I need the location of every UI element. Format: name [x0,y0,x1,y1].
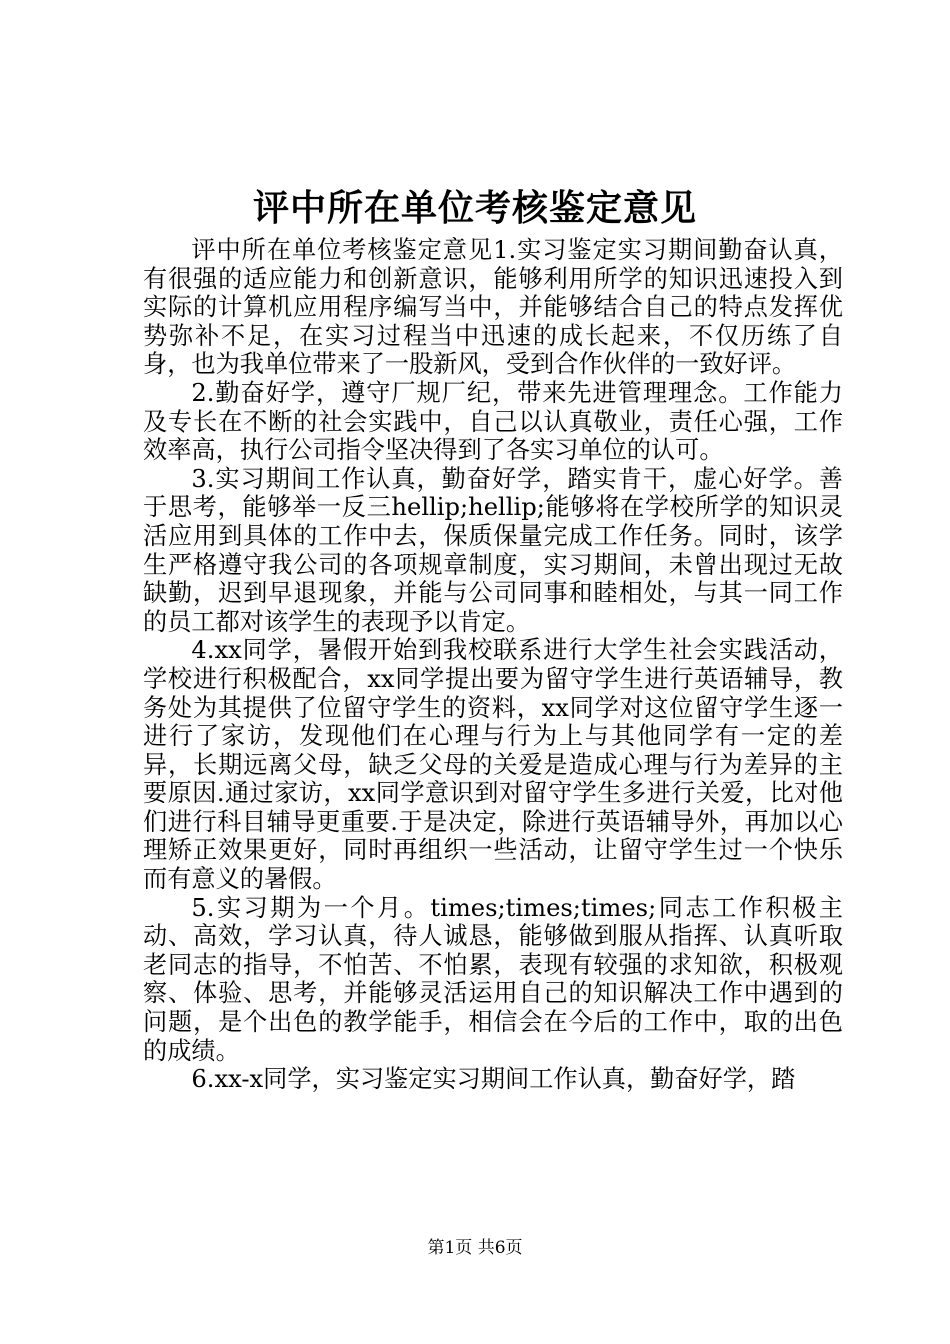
document-title: 评中所在单位考核鉴定意见 [252,187,697,229]
page-footer: 第1页 共6页 [427,1238,523,1258]
paragraph-3: 3.实习期间工作认真，勤奋好学，踏实肯干，虚心好学。善于思考，能够举一反三hellip;hellip;能够将在学校所学的知识灵活应用到具体的工作中去，保质保量完成工作任务。同时，该学生严格遵守我公司的各项规章制度，实习期间，未曾出现过无故缺勤，迟到早退现象，并能与公司同事和睦相处，与其一同工作的员工都对该学生的表现予以肯定。 [143,464,843,636]
paragraph-1: 评中所在单位考核鉴定意见1.实习鉴定实习期间勤奋认真，有很强的适应能力和创新意识，能够利用所学的知识迅速投入到实际的计算机应用程序编写当中，并能够结合自己的特点发挥优势弥补不足，在实习过程当中迅速的成长起来，不仅历练了自身，也为我单位带来了一股新风，受到合作伙伴的一致好评。 [143,236,843,379]
paragraph-5: 5.实习期为一个月。times;times;times;同志工作积极主动、高效，学习认真，待人诚恳，能够做到服从指挥、认真听取老同志的指导，不怕苦、不怕累，表现有较强的求知欲，积极观察、体验、思考，并能够灵活运用自己的知识解决工作中遇到的问题，是个出色的教学能手，相信会在今后的工作中，取的出色的成绩。 [143,893,843,1065]
paragraph-4: 4.xx同学，暑假开始到我校联系进行大学生社会实践活动，学校进行积极配合，xx同学提出要为留守学生进行英语辅导，教务处为其提供了位留守学生的资料，xx同学对这位留守学生逐一进行了家访，发现他们在心理与行为上与其他同学有一定的差异，长期远离父母，缺乏父母的关爱是造成心理与行为差异的主要原因.通过家访，xx同学意识到对留守学生多进行关爱，比对他们进行科目辅导更重要.于是决定，除进行英语辅导外，再加以心理矫正效果更好，同时再组织一些活动，让留守学生过一个快乐而有意义的暑假。 [143,636,843,894]
paragraph-6: 6.xx-x同学，实习鉴定实习期间工作认真，勤奋好学，踏 [191,1065,796,1094]
paragraph-2: 2.勤奋好学，遵守厂规厂纪，带来先进管理理念。工作能力及专长在不断的社会实践中，自己以认真敬业，责任心强，工作效率高，执行公司指令坚决得到了各实习单位的认可。 [143,378,843,465]
document-body [143,236,843,1094]
